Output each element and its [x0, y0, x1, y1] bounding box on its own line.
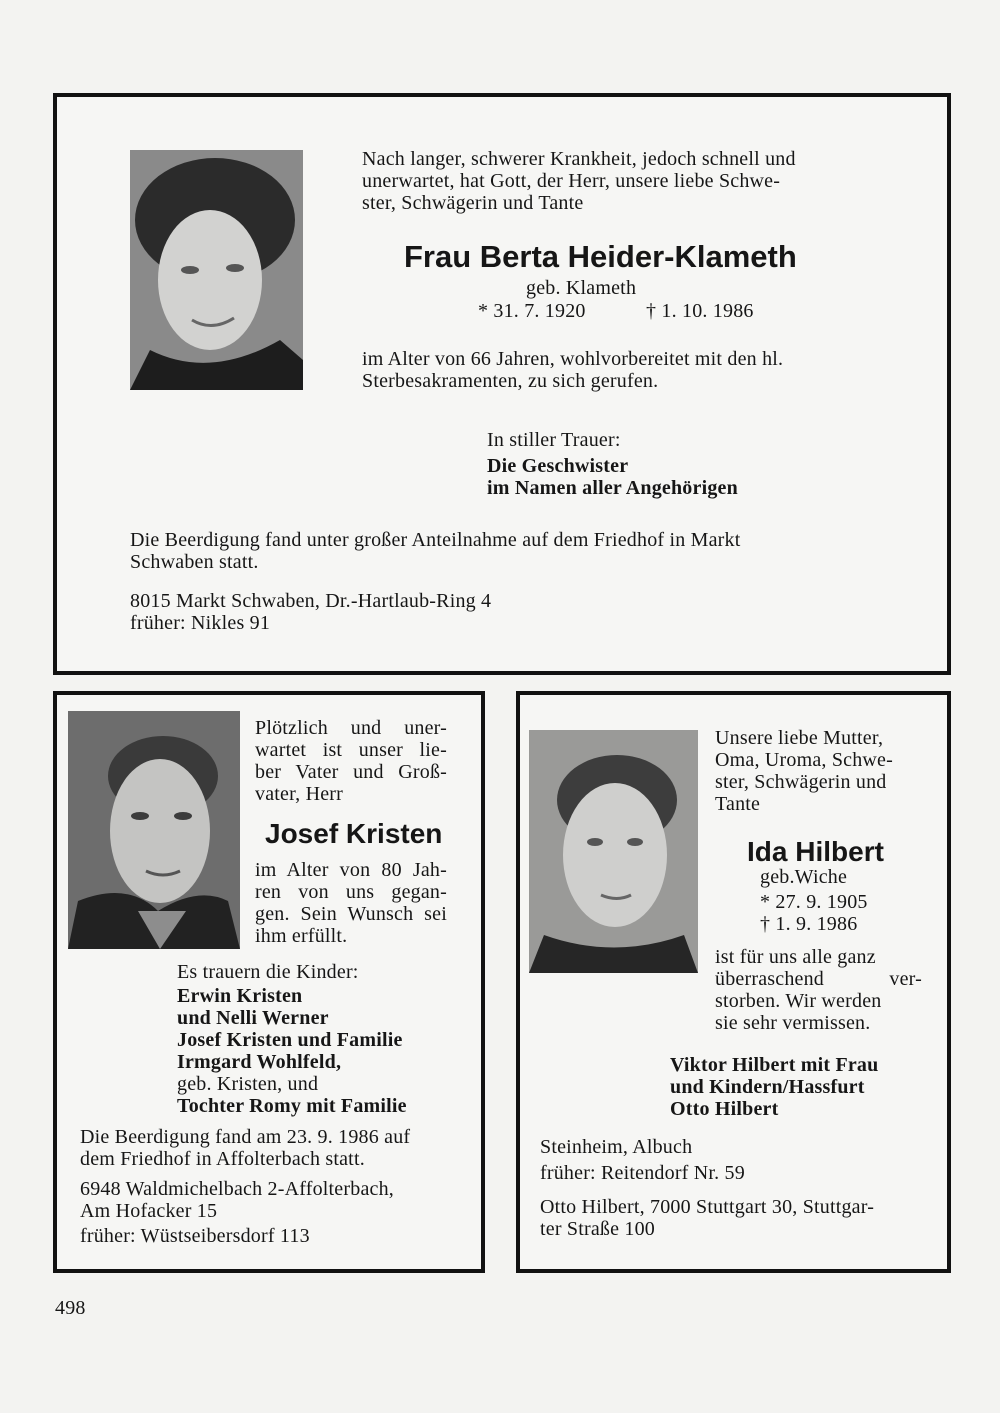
- mourner-line: Otto Hilbert: [670, 1098, 779, 1120]
- birth-date: * 27. 9. 1905: [760, 891, 868, 913]
- mourner-line: Die Geschwister: [487, 455, 629, 477]
- mourner-line: und Nelli Werner: [177, 1007, 329, 1029]
- deceased-name: Ida Hilbert: [747, 836, 884, 867]
- maiden-name: geb.Wiche: [760, 866, 848, 888]
- address-line: 6948 Waldmichelbach 2-Affolterbach,: [80, 1178, 394, 1200]
- notice2-body-line: ren von uns gegan-: [255, 881, 447, 903]
- notice1-intro-line: Nach langer, schwerer Krankheit, jedoch schnell und: [362, 148, 796, 170]
- mourner-line: Josef Kristen und Familie: [177, 1029, 403, 1051]
- notice3-intro-line: Unsere liebe Mutter,: [715, 727, 884, 749]
- deceased-name: Josef Kristen: [265, 818, 443, 849]
- mourning-label: In stiller Trauer:: [487, 429, 621, 451]
- mourner-line: Irmgard Wohlfeld,: [177, 1051, 342, 1073]
- portrait-photo-ida: [529, 730, 698, 973]
- mourner-line: Erwin Kristen: [177, 985, 303, 1007]
- maiden-name: geb. Klameth: [526, 277, 637, 299]
- funeral-text: Die Beerdigung fand unter großer Anteilnahme auf dem Friedhof in Markt: [130, 529, 741, 551]
- deceased-name: Frau Berta Heider-Klameth: [404, 239, 797, 274]
- notice3-body-line: storben. Wir werden: [715, 990, 882, 1012]
- notice2-intro-line: wartet ist unser lie-: [255, 739, 447, 761]
- mourner-line: geb. Kristen, und: [177, 1073, 319, 1095]
- page-number: 498: [55, 1297, 86, 1319]
- notice2-intro-line: ber Vater und Groß-: [255, 761, 447, 783]
- notice2-body-line: ihm erfüllt.: [255, 925, 348, 947]
- funeral-text: Schwaben statt.: [130, 551, 259, 573]
- notice1-age-text: im Alter von 66 Jahren, wohlvorbereitet mit den hl.: [362, 348, 784, 370]
- place-line: früher: Reitendorf Nr. 59: [540, 1162, 745, 1184]
- mourner-line: Viktor Hilbert mit Frau: [670, 1054, 879, 1076]
- portrait-photo-berta: [130, 150, 303, 390]
- funeral-text: dem Friedhof in Affolterbach statt.: [80, 1148, 365, 1170]
- address-line: Otto Hilbert, 7000 Stuttgart 30, Stuttgar-: [540, 1196, 875, 1218]
- birth-date: * 31. 7. 1920: [478, 300, 586, 322]
- notice3-body-line: überraschend ver-: [715, 968, 922, 990]
- address-line: früher: Wüstseibersdorf 113: [80, 1225, 310, 1247]
- place-line: Steinheim, Albuch: [540, 1136, 693, 1158]
- mourner-line: und Kindern/Hassfurt: [670, 1076, 865, 1098]
- notice2-intro-line: Plötzlich und uner-: [255, 717, 447, 739]
- address-line: ter Straße 100: [540, 1218, 655, 1240]
- notice2-body-line: im Alter von 80 Jah-: [255, 859, 447, 881]
- death-date: † 1. 10. 1986: [646, 300, 754, 322]
- address-line: Am Hofacker 15: [80, 1200, 218, 1222]
- mourner-line: Tochter Romy mit Familie: [177, 1095, 407, 1117]
- notice1-intro-line: ster, Schwägerin und Tante: [362, 192, 584, 214]
- funeral-text: Die Beerdigung fand am 23. 9. 1986 auf: [80, 1126, 411, 1148]
- address-line: früher: Nikles 91: [130, 612, 271, 634]
- notice3-intro-line: Tante: [715, 793, 761, 815]
- notice1-intro-line: unerwartet, hat Gott, der Herr, unsere liebe Schwe-: [362, 170, 781, 192]
- death-date: † 1. 9. 1986: [760, 913, 858, 935]
- notice1-age-text: Sterbesakramenten, zu sich gerufen.: [362, 370, 659, 392]
- mourning-label: Es trauern die Kinder:: [177, 961, 359, 983]
- notice2-body-line: gen. Sein Wunsch sei: [255, 903, 447, 925]
- notice3-intro-line: ster, Schwägerin und: [715, 771, 887, 793]
- notice3-body-line: sie sehr vermissen.: [715, 1012, 871, 1034]
- notice2-intro-line: vater, Herr: [255, 783, 344, 805]
- notice3-intro-line: Oma, Uroma, Schwe-: [715, 749, 893, 771]
- notice3-body-line: ist für uns alle ganz: [715, 946, 876, 968]
- address-line: 8015 Markt Schwaben, Dr.-Hartlaub-Ring 4: [130, 590, 492, 612]
- mourner-line: im Namen aller Angehörigen: [487, 477, 738, 499]
- portrait-photo-josef: [68, 711, 240, 949]
